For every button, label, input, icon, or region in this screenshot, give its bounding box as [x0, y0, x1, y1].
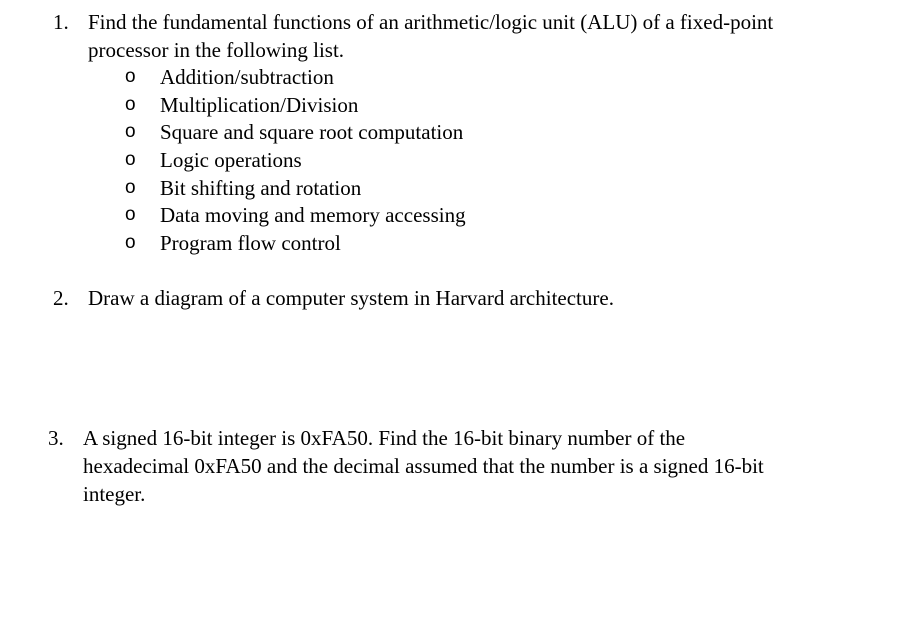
bullet-icon: o: [125, 176, 136, 198]
question-text-line: hexadecimal 0xFA50 and the decimal assumed that the number is a signed 16-bit: [83, 454, 764, 478]
question-number: 3.: [48, 426, 64, 450]
bullet-icon: o: [125, 121, 136, 143]
option-text: Data moving and memory accessing: [160, 203, 466, 228]
question-text-line: A signed 16-bit integer is 0xFA50. Find the 16-bit binary number of the: [83, 426, 686, 450]
question-text-line: processor in the following list.: [88, 38, 345, 62]
option-text: Addition/subtraction: [160, 65, 334, 89]
question-text: [88, 8, 773, 64]
bullet-icon: o: [125, 204, 136, 226]
bullet-icon: o: [125, 66, 136, 87]
option-text: Logic operations: [160, 148, 302, 173]
bullet-icon: o: [125, 232, 136, 254]
option-text: Square and square root computation: [160, 120, 464, 145]
option-text: Bit shifting and rotation: [160, 175, 362, 200]
question-text: [83, 424, 764, 508]
bullet-icon: o: [125, 149, 136, 171]
question-text: [88, 284, 614, 312]
question-text-line: Draw a diagram of a computer system in Harvard architecture.: [88, 286, 614, 310]
question-text-line: integer.: [83, 482, 146, 506]
question-number: 2.: [53, 286, 69, 310]
bullet-icon: o: [125, 93, 136, 115]
option-text: Program flow control: [160, 231, 341, 256]
question-number: 1.: [53, 10, 69, 34]
question-text-line: Find the fundamental functions of an arithmetic/logic unit (ALU) of a fixed-point: [88, 10, 774, 34]
option-text: Multiplication/Division: [160, 92, 359, 117]
